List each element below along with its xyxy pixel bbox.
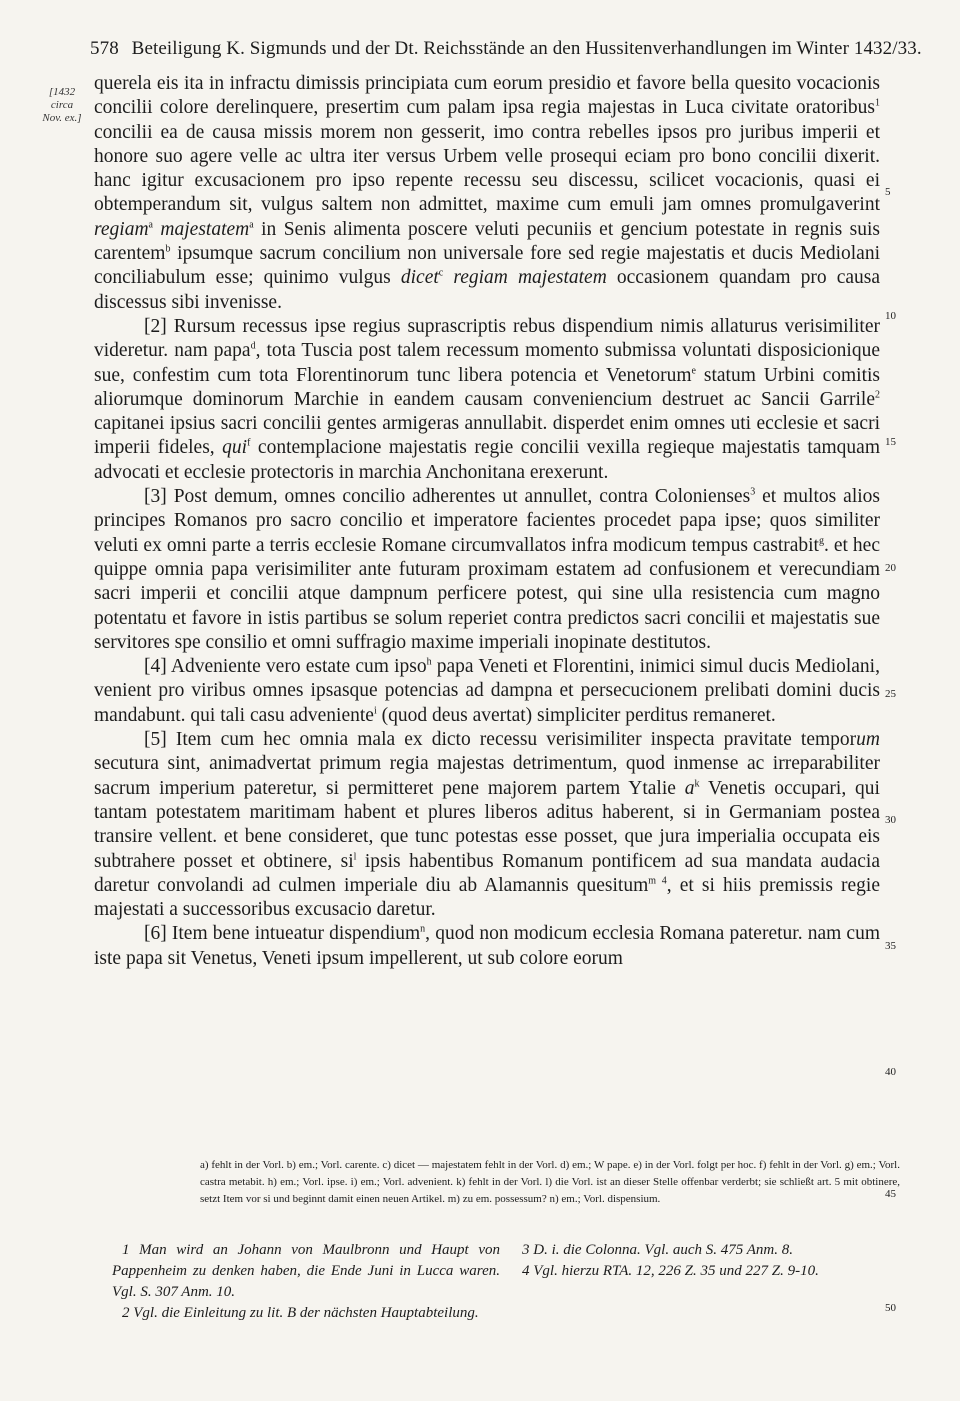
apparatus-entry: n) em.; Vorl. dispensium. [546,1193,661,1205]
apparatus-entry: h) em.; Vorl. ipse. [264,1176,348,1188]
article-number: [5] [144,729,167,751]
apparatus-ref-with-note [648,875,667,886]
apparatus-ref: m [648,875,657,887]
text-run: (quod deus avertat) simpliciter perditus remaneret. [376,704,776,726]
paragraph-1 [94,72,880,315]
text-run: in Senis alimenta poscere veluti pecuniis et gencium potestate in regnis suis carentem [94,218,881,265]
critical-apparatus [200,1157,900,1208]
main-text [94,72,880,971]
apparatus-ref: c [438,267,444,279]
line-number: 35 [885,940,896,952]
italic-run: a [684,777,695,799]
apparatus-entry: e) in der Vorl. folgt per hoc. [630,1159,757,1171]
text-run: papa Veneti et Florentini, inimici simul ducis Mediolani, venient pro viribus omnes ipsasque potencias ad dampna et persecucionem prelibati domini ducis mandabunt. qui tali casu adveniente [94,656,880,726]
italic-run: regiam majestatem [453,267,607,289]
apparatus-entry: l) die Vorl. ist an dieser Stelle offenbar verderbt; sie schließt art. 5 mit obtinere, setzt Item vor si und beginnt damit einen neuen Artikel. [200,1176,900,1205]
text-run: Item cum hec omnia mala ex dicto recessu verisimiliter inspecta pravitate tempor [166,729,857,751]
apparatus-entry: a) fehlt in der Vorl. [200,1159,284,1171]
text-run: , et si hiis premissis regie majestati a successoribus excusacio daretur. [94,874,880,921]
italic-run: dicet [400,267,439,289]
apparatus-ref: n [420,923,426,935]
text-run: . et hec quippe omnia papa verisimiliter ante futuram proximam estatem ad confusionem et verecundiam sacri imperii et concilii atque dampnum perficere potest, qui sine ulla resistencia cum magno potentatu et favore in istis partibus se solum reperiet contra predictos sacri concilii et majestatis sue servitores spe consilio et omni suffragio maxime imperiali inopinate destitutos. [94,534,880,653]
article-number: [6] [144,923,167,945]
apparatus-ref: e [691,365,696,377]
text-run: ipsis habentibus Romanum pontificem ad sua mandata audacia daretur convolandi ad culmen imperiale diu ab Alamannis quesitum [94,850,880,896]
paragraph-6 [94,922,880,971]
apparatus-entry: b) em.; Vorl. carente. [283,1159,380,1171]
margin-date-month: Nov. ex.] [42,112,82,124]
margin-date-circa: circa [50,99,74,111]
apparatus-ref: f [247,437,251,449]
footnote-1: 1 Man wird an Johann von Maulbronn und Haupt von Pappenheim zu denken haben, die Ende Juni in Lucca waren. Vgl. S. 307 Anm. 10. [112,1242,500,1300]
apparatus-ref: a [148,219,153,231]
text-run: Adveniente vero estate cum ipso [166,656,427,678]
text-run: contemplacione majestatis regie concilii vexilla regieque majestatis tamquam advocati et ecclesie protectoris in marchia Anchonitana erexerunt. [94,437,880,483]
apparatus-entry: m) zu em. possessum? [445,1193,547,1205]
text-run: Rursum recessus ipse regius suprascriptis rebus dispendium nimis allaturus verisimiliter videretur. nam papa [94,315,880,362]
apparatus-ref: a [249,219,254,231]
apparatus-entry: i) em.; Vorl. advenient. [347,1176,454,1188]
text-run: querela eis ita in infractu dimissis principiata cum eorum presidio et favore bella quesito vocacionis concilii colore derelinquere, presertim cum palam ipsa regia majestas in Luca civitate oratoribus [94,73,880,119]
apparatus-ref: g [818,535,824,547]
article-number: [4] [144,656,167,678]
text-run: occasionem quandam pro causa discessus sibi invenisse. [94,267,881,313]
line-number: 45 [885,1188,896,1200]
article-number: [3] [144,486,167,508]
text-run: , quod non modicum ecclesia Romana pateretur. nam cum iste papa sit Venetus, Veneti ipsum impellerent, ut sub colore eorum [94,923,880,969]
line-number: 40 [885,1066,896,1078]
footnote-3: 3 D. i. die Colonna. Vgl. auch S. 475 Anm. 8. [522,1242,793,1258]
line-number: 5 [885,186,891,198]
text-run: Venetis occupari, qui tantam potestatem maritimam habent et plures liberos aditus haberent, si in Germaniam postea transire vellent. et bene consideret, que tunc potestas esse posset, que jura imperialia occupata eis subtrahere posset et obtinere, si [94,777,880,872]
apparatus-ref: k [694,778,700,790]
article-number: [2] [144,315,167,337]
line-number: 30 [885,814,896,826]
footnote-ref: 1 [875,97,880,109]
apparatus-ref: i [373,705,377,717]
running-header [90,38,922,60]
apparatus-entry: d) em.; W pape. [557,1159,631,1171]
apparatus-entry: f) fehlt in der Vorl. [756,1159,842,1171]
line-number: 20 [885,562,896,574]
page-number: 578 [90,38,119,59]
footnote-ref: 4 [661,875,667,887]
apparatus-entry: c) dicet — majestatem fehlt in der Vorl. [379,1159,558,1171]
footnotes-right-column [512,1240,897,1282]
text-run: Post demum, omnes concilio adherentes ut annullet, contra Colonienses [166,486,751,508]
italic-run: majestatem [160,218,250,240]
apparatus-ref: d [250,340,256,352]
text-run: ipsumque sacrum concilium non universale fore sed regie majestatis et ducis Mediolani conciliabulum esse; quinimo vulgus [94,243,880,289]
paragraph-3 [94,485,880,655]
text-run: capitanei ipsius sacri concilii gentes armigeras annullabit. disperdet enim omnes uti ecclesie et sacri imperii fideles, [94,413,880,459]
footnotes-left-column [112,1240,500,1324]
footnote-2: 2 Vgl. die Einleitung zu lit. B der nächsten Hauptabteilung. [122,1305,479,1321]
italic-run: regiam [94,218,149,240]
paragraph-5 [94,728,880,922]
text-run: , tota Tuscia post talem recessum momento submissa voluntati disposicionique sue, confestim cum tota Florentinorum tunc libera potencia et Venetorum [94,340,880,386]
margin-date-year: [1432 [48,86,76,98]
text-run: Item bene intueatur dispendium [166,923,421,945]
apparatus-ref: b [165,243,171,255]
footnote-4: 4 Vgl. hierzu RTA. 12, 226 Z. 35 und 227 Z. 9-10. [522,1263,819,1279]
running-title: Beteiligung K. Sigmunds und der Dt. Reichsstände an den Hussitenverhandlungen im Winter 1432/33. [131,38,922,59]
paragraph-2 [94,315,880,485]
text-run: concilii ea de causa missis morem non gesserit, imo contra rebelles ipsos pro juribus imperii et honore suo agere velle ac ultra iter versus Urbem velle prosequi eciam pro bono concilii dixerit. hanc igitur excusacionem pro ipso repente recessu seu discessu, scilicet vocacionis, quasi ei obtemperandum sit, vulgus saltem non admittet, maxime cum emuli jam omnes promulgaverint [94,121,880,216]
paragraph-4 [94,655,880,728]
text-run: et multos alios principes Romanos pro sacro concilio et imperatore facientes procedet papa ipse; quos similiter veluti ex omni parte a terris ecclesie Romane circumvallatos infra modicum tempus castrabit [94,486,881,556]
italic-run: qui [222,437,248,459]
footnote-ref: 2 [875,389,880,401]
margin-date-note [34,86,90,125]
apparatus-ref: l [353,851,357,862]
apparatus-entry: k) fehlt in der Vorl. [453,1176,543,1188]
italic-run: um [856,729,880,751]
apparatus-ref: h [426,656,432,668]
text-run: statum Urbini comitis aliorumque dominorum Marchie in eandem causam conveniencium destruet ac Sancii Garrile [94,364,880,410]
line-number: 15 [885,436,896,448]
line-number: 25 [885,688,896,700]
text-run: secutura sint, animadvertat primum regia majestas detrimentum, quod inmense ac irreparabiliter sacrum imperium pateretur, si permitteret pene majorem partem Ytalie [94,753,880,799]
line-number: 10 [885,310,896,322]
line-number: 50 [885,1302,896,1314]
footnote-ref: 3 [750,486,756,498]
apparatus-entry: g) em.; Vorl. castra metabit. [200,1159,900,1188]
